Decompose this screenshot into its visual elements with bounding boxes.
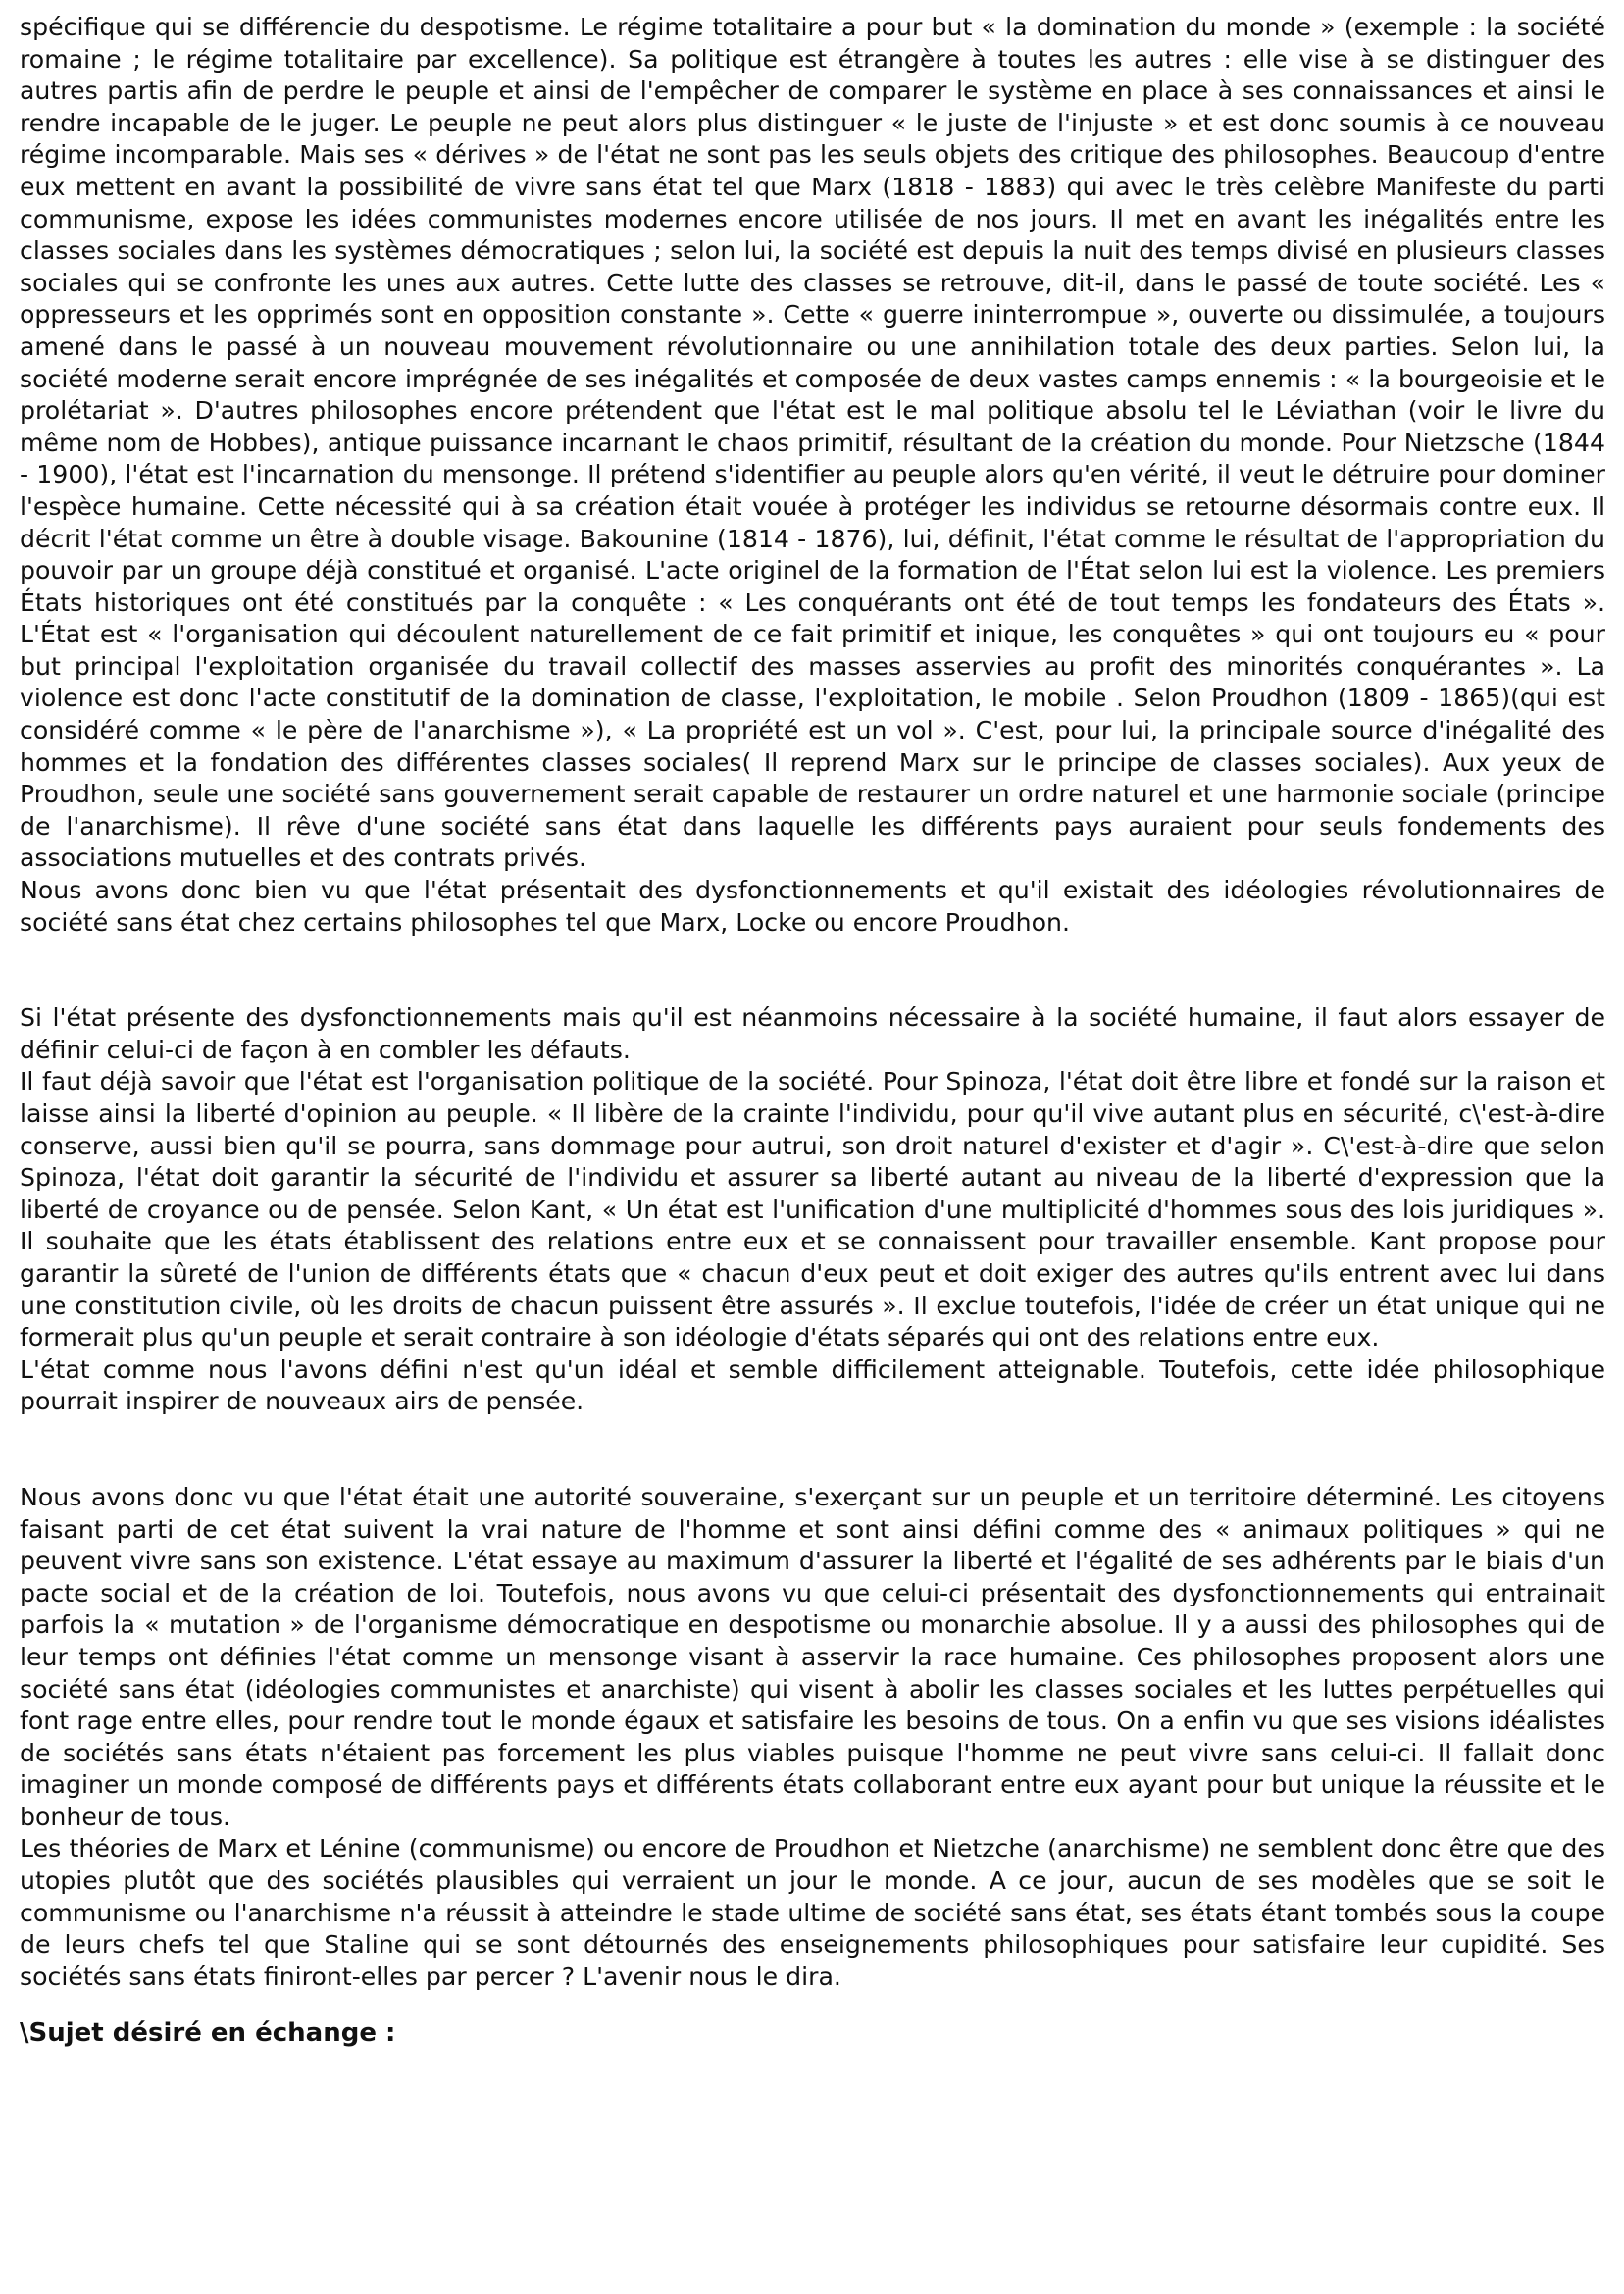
paragraph-conclusion-theories: Les théories de Marx et Lénine (communisme) ou encore de Proudhon et Nietzche (anarchisme) ne semblent donc être que des utopies plutôt que des sociétés plausibles qui verraient un jour le monde. A ce jour, aucun de ses modèles que se soit le communisme ou l'anarchisme n'a réussit à atteindre le stade ultime de société sans état, ses états étant tombés sous la coupe de leurs chefs tel que Staline qui se sont détournés des enseignements philosophiques pour satisfaire leur cupidité. Ses sociétés sans états finiront-elles par percer ? L'avenir nous le dira. — [20, 1834, 1605, 1991]
exchange-subject-heading: \Sujet désiré en échange : — [20, 2018, 396, 2049]
section-gap — [20, 939, 1605, 1002]
paragraph-ideal-intro: Si l'état présente des dysfonctionnements mais qu'il est néanmoins nécessaire à la société humaine, il faut alors essayer de définir celui-ci de façon à en combler les défauts. — [20, 1003, 1605, 1064]
paragraph-critique-state: spécifique qui se différencie du despotisme. Le régime totalitaire a pour but « la domination du monde » (exemple : la société romaine ; le régime totalitaire par excellence). Sa politique est étrangère à toutes les autres : elle vise à se distinguer des autres partis afin de perdre le peuple et ainsi de l'empêcher de comparer le système en place à ses connaissances et ainsi le rendre incapable de le juger. Le peuple ne peut alors plus distinguer « le juste de l'injuste » et est donc soumis à ce nouveau régime incomparable. Mais ses « dérives » de l'état ne sont pas les seuls objets des critique des philosophes. Beaucoup d'entre eux mettent en avant la possibilité de vivre sans état tel que Marx (1818 - 1883) qui avec le très celèbre Manifeste du parti communisme, expose les idées communistes modernes encore utilisée de nos jours. Il met en avant les inégalités entre les classes sociales dans les systèmes démocratiques ; selon lui, la société est depuis la nuit des temps divisé en plusieurs classes sociales qui se confronte les unes aux autres. Cette lutte des classes se retrouve, dit-il, dans le passé de toute société. Les « oppresseurs et les opprimés sont en opposition constante ». Cette « guerre ininterrompue », ouverte ou dissimulée, a toujours amené dans le passé à un nouveau mouvement révolutionnaire ou une annihilation totale des deux parties. Selon lui, la société moderne serait encore imprégnée de ses inégalités et composée de deux vastes camps ennemis : « la bourgeoisie et le prolétariat ». D'autres philosophes encore prétendent que l'état est le mal politique absolu tel le Léviathan (voir le livre du même nom de Hobbes), antique puissance incarnant le chaos primitif, résultant de la création du monde. Pour Nietzsche (1844 - 1900), l'état est l'incarnation du mensonge. Il prétend s'identifier au peuple alors qu'en vérité, il veut le détruire pour dominer l'espèce humaine. Cette nécessité qui à sa création était vouée à protéger les individus se retourne désormais contre eux. Il décrit l'état comme un être à double visage. Bakounine (1814 - 1876), lui, définit, l'état comme le résultat de l'appropriation du pouvoir par un groupe déjà constitué et organisé. L'acte originel de la formation de l'État selon lui est la violence. Les premiers États historiques ont été constitués par la conquête : « Les conquérants ont été de tout temps les fondateurs des États ». L'État est « l'organisation qui découlent naturellement de ce fait primitif et inique, les conquêtes » qui ont toujours eu « pour but principal l'exploitation organisée du travail collectif des masses asservies au profit des minorités conquérantes ». La violence est donc l'acte constitutif de la domination de classe, l'exploitation, le mobile . Selon Proudhon (1809 - 1865)(qui est considéré comme « le père de l'anarchisme »), « La propriété est un vol ». C'est, pour lui, la principale source d'inégalité des hommes et la fondation des différentes classes sociales( Il reprend Marx sur le principe de classes sociales). Aux yeux de Proudhon, seule une société sans gouvernement serait capable de restaurer un ordre naturel et une harmonie sociale (principe de l'anarchisme). Il rêve d'une société sans état dans laquelle les différents pays auraient pour seuls fondements des associations mutuelles et des contrats privés. — [20, 13, 1605, 873]
section-conclusion — [20, 1482, 1605, 1994]
paragraph-conclusion-main: Nous avons donc vu que l'état était une autorité souveraine, s'exerçant sur un peuple et un territoire déterminé. Les citoyens faisant parti de cet état suivent la vrai nature de l'homme et sont ainsi défini comme des « animaux politiques » qui ne peuvent vivre sans son existence. L'état essaye au maximum d'assurer la liberté et l'égalité de ses adhérents par le biais d'un pacte social et de la création de loi. Toutefois, nous avons vu que celui-ci présentait des dysfonctionnements qui entrainait parfois la « mutation » de l'organisme démocratique en despotisme ou monarchie absolue. Il y a aussi des philosophes qui de leur temps ont définies l'état comme un mensonge visant à asservir la race humaine. Ces philosophes proposent alors une société sans état (idéologies communistes et anarchiste) qui visent à abolir les classes sociales et les luttes perpétuelles qui font rage entre elles, pour rendre tout le monde égaux et satisfaire les besoins de tous. On a enfin vu que ses visions idéalistes de sociétés sans états n'étaient pas forcement les plus viables puisque l'homme ne peut vivre sans celui-ci. Il fallait donc imaginer un monde composé de différents pays et différents états collaborant entre eux ayant pour but unique la réussite et le bonheur de tous. — [20, 1482, 1605, 1831]
section-critique — [20, 12, 1605, 939]
paragraph-ideal-summary: L'état comme nous l'avons défini n'est qu'un idéal et semble difficilement atteignable. Toutefois, cette idée philosophique pourrait inspirer de nouveaux airs de pensée. — [20, 1354, 1605, 1416]
paragraph-critique-summary: Nous avons donc bien vu que l'état présentait des dysfonctionnements et qu'il existait des idéologies révolutionnaires de société sans état chez certains philosophes tel que Marx, Locke ou encore Proudhon. — [20, 876, 1605, 937]
section-ideal-state — [20, 1002, 1605, 1418]
document-page — [20, 12, 1605, 2050]
section-gap — [20, 1418, 1605, 1482]
paragraph-spinoza-kant: Il faut déjà savoir que l'état est l'organisation politique de la société. Pour Spinoza, l'état doit être libre et fondé sur la raison et laisse ainsi la liberté d'opinion au peuple. « Il libère de la crainte l'individu, pour qu'il vive autant plus en sécurité, c\'est-à-dire conserve, aussi bien qu'il se pourra, sans dommage pour autrui, son droit naturel d'exister et d'agir ». C\'est-à-dire que selon Spinoza, l'état doit garantir la sécurité de l'individu et assurer sa liberté autant au niveau de la liberté d'expression que la liberté de croyance ou de pensée. Selon Kant, « Un état est l'unification d'une multiplicité d'hommes sous des lois juridiques ». Il souhaite que les états établissent des relations entre eux et se connaissent pour travailler ensemble. Kant propose pour garantir la sûreté de l'union de différents états que « chacun d'eux peut et doit exiger des autres qu'ils entrent avec lui dans une constitution civile, où les droits de chacun puissent être assurés ». Il exclue toutefois, l'idée de créer un état unique qui ne formerait plus qu'un peuple et serait contraire à son idéologie d'états séparés qui ont des relations entre eux. — [20, 1067, 1605, 1352]
